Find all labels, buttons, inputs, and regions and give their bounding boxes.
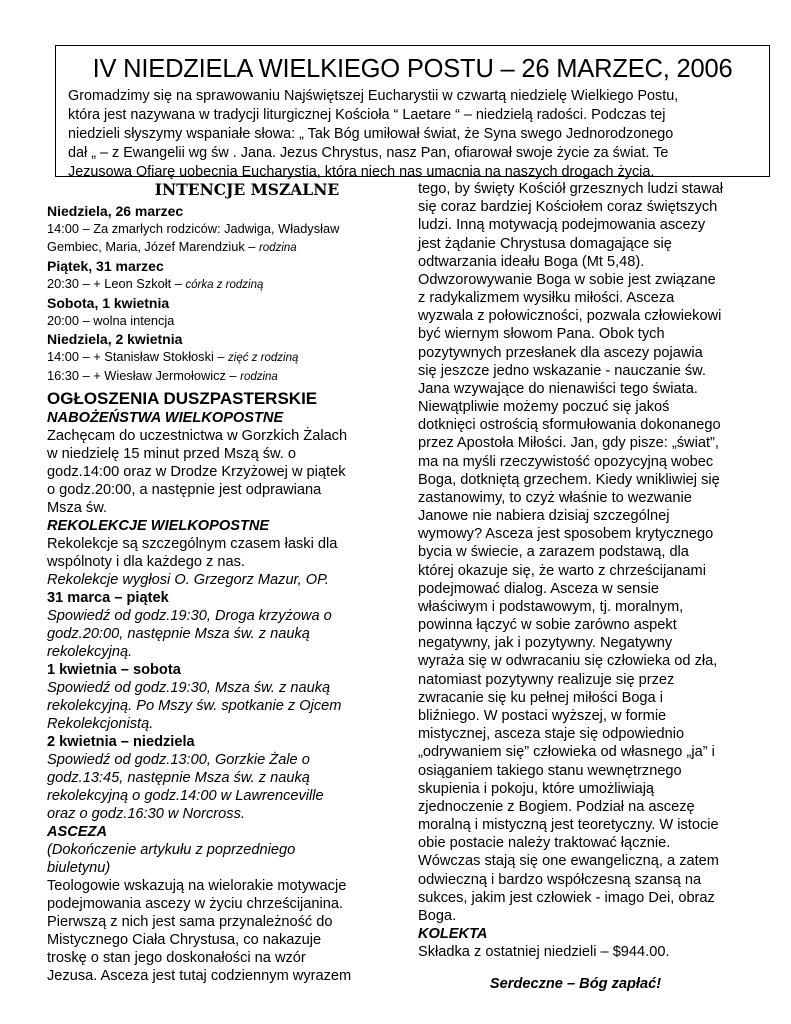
text-line: sukces, jakim jest człowiek - imago Dei, obraz	[418, 889, 715, 906]
text-line: rekolekcyjną o godz.14:00 w Lawrenceville	[47, 788, 324, 804]
text-line: dotknięci ostrością sformułowania dokonanego	[418, 417, 721, 434]
text-line: moralną i mistyczną jest teoretyczny. W istocie	[418, 817, 719, 834]
text-line: Mistycznego Ciała Chrystusa, co nakazuje	[47, 932, 322, 948]
text-line: godz.14:00 oraz w Drodze Krzyżowej w piątek	[47, 464, 346, 480]
text-line: osiąganiem takiego stanu wewnętrznego	[418, 762, 682, 779]
text-line: Odwzorowywanie Boga w sobie jest związane	[418, 271, 716, 288]
text-line: mistycznej, asceza staje się odpowiednio	[418, 726, 685, 743]
text-line: tego, by święty Kościół grzesznych ludzi stawał	[418, 181, 723, 197]
asceza-note-line: (Dokończenie artykułu z poprzedniego	[47, 842, 296, 858]
intencje-entry-note: zięć z rodziną	[228, 352, 299, 364]
text-line: godz.13:45, następnie Msza św. z nauką	[47, 770, 310, 786]
text-line: ludzi. Inną motywacją podejmowania ascezy	[418, 217, 706, 234]
text-line: „odrywaniem się” człowieka od własnego „ja” i	[418, 744, 715, 761]
intencje-entry-text: 14:00 – Za zmarłych rodziców: Jadwiga, Władysław	[47, 221, 340, 236]
intencje-entry-text: Gembiec, Maria, Józef Marendziuk –	[47, 239, 259, 254]
intencje-day: Niedziela, 2 kwietnia	[47, 331, 183, 347]
intencje-entry	[47, 348, 407, 367]
schedule-day: 2 kwietnia – niedziela	[47, 734, 195, 750]
intencje-entry-text: 20:30 – + Leon Szkołt –	[47, 276, 186, 291]
rekolekcje-heading: REKOLEKCJE WIELKOPOSTNE	[47, 518, 270, 534]
asceza-text-right	[418, 180, 753, 925]
text-line: skupienia i pokoju, które umożliwiają	[418, 780, 655, 797]
text-line: pozytywnych przesłanek dla ascezy pojawia	[418, 344, 703, 361]
asceza-heading: ASCEZA	[47, 824, 107, 840]
header-line: Jezusowa Ofiarę uobecnia Eucharystia, która niech nas umacnia na naszych drogach życia.	[68, 164, 655, 180]
header-line: niedzieli słyszymy wspaniałe słowa: „ Tak Bóg umiłował świat, że Syna swego Jednorodzonego	[68, 126, 674, 142]
rekolekcje-preacher: Rekolekcje wygłosi O. Grzegorz Mazur, OP.	[47, 572, 329, 588]
schedule-day: 1 kwietnia – sobota	[47, 662, 181, 678]
intencje-heading: INTENCJE MSZALNE	[154, 180, 340, 199]
nabozenstwa-heading: NABOŻEŃSTWA WIELKOPOSTNE	[47, 410, 284, 426]
text-line: Zachęcam do uczestnictwa w Gorzkich Żalach	[47, 428, 348, 444]
text-line: właściwym i podstawowym, tj. moralnym,	[418, 598, 684, 615]
text-line: Wówczas stają się one ewangeliczną, a zatem	[418, 853, 719, 870]
text-line: bliźniego. W postaci wyższej, w formie	[418, 707, 667, 724]
intencje-entry	[47, 220, 407, 238]
text-line: rekolekcyjną. Po Mszy św. spotkanie z Ojcem	[47, 698, 342, 714]
text-line: w niedzielę 15 minut przed Mszą św. o	[47, 446, 297, 462]
text-line: podejmować dialog. Asceza w sensie	[418, 580, 659, 597]
text-line: natomiast pozytywny realizuje się przez	[418, 671, 675, 688]
text-line: odtwarzania ideału Boga (Mt 5,48).	[418, 253, 645, 270]
rekolekcje-schedule	[47, 589, 407, 823]
text-line: Teologowie wskazują na wielorakie motywacje	[47, 878, 347, 894]
left-column	[47, 180, 407, 985]
text-line: się coraz bardziej Kościołem coraz świętszych	[418, 199, 718, 216]
text-line: podejmowania ascezy w życiu chrześcijanina.	[47, 896, 344, 912]
text-line: Pierwszą z nich jest sama przynależność do	[47, 914, 333, 930]
text-line: godz.20:00, następnie Msza św. z nauką	[47, 626, 310, 642]
text-line: jest żądanie Chrystusa domagające się	[418, 235, 672, 252]
intencje-day: Niedziela, 26 marzec	[47, 203, 184, 219]
text-line: wspólnoty i dla każdego z nas.	[47, 554, 245, 570]
intencje-entry-text: 14:00 – + Stanisław Stokłoski –	[47, 349, 229, 364]
text-line: Rekolekcje są szczególnym czasem łaski dla	[47, 536, 338, 552]
text-line: ma na myśli rzeczywistość opozycyjną wobec	[418, 453, 714, 470]
header-line: Gromadzimy się na sprawowaniu Najświętszej Eucharystii w czwartą niedzielę Wielkiego Postu,	[68, 88, 679, 104]
intencje-entry	[47, 312, 407, 330]
text-line: powinna łączyć w sobie zarówno aspekt	[418, 617, 677, 634]
intencje-entry-text: 20:00 – wolna intencja	[47, 313, 175, 328]
intencje-day: Sobota, 1 kwietnia	[47, 295, 170, 311]
kolekta-text: Składka z ostatniej niedzieli – $944.00.	[418, 944, 670, 961]
intencje-entry-note: córka z rodziną	[185, 279, 264, 291]
text-line: Spowiedź od godz.19:30, Msza św. z nauką	[47, 680, 331, 696]
page-title: IV NIEDZIELA WIELKIEGO POSTU – 26 MARZEC, 2006	[92, 55, 733, 83]
rekolekcje-text	[47, 535, 407, 589]
closing-blessing: Serdeczne – Bóg zapłać!	[489, 976, 662, 993]
text-line: wyraża się w odwracaniu się człowieka od zła,	[418, 653, 718, 670]
text-line: przez Apostoła Miłości. Jan, gdy pisze: „świat”,	[418, 435, 719, 452]
right-column	[418, 180, 753, 993]
text-line: której okazuje się, że warto z chrześcijanami	[418, 562, 706, 579]
header-line: która jest nazywana w tradycji liturgicznej Kościoła “ Laetare “ – niedzielą radości. Podczas tej	[68, 107, 666, 123]
text-line: Jana wzywające do nienawiści tego świata.	[418, 380, 698, 397]
text-line: bycia w świecie, a zarazem podstawą, dla	[418, 544, 689, 561]
header-line: dał „ – z Ewangelii wg św . Jana. Jezus Chrystus, nasz Pan, ofiarował swoje życie za świat. Te	[68, 145, 669, 161]
intencje-day: Piątek, 31 marzec	[47, 258, 164, 274]
text-line: odwieczną i bardzo współczesną szansą na	[418, 871, 702, 888]
text-line: być wiernym słowom Pana. Obok tych	[418, 326, 665, 343]
intencje-entry	[47, 275, 407, 294]
text-line: wymowy? Asceza jest sposobem krytycznego	[418, 526, 714, 543]
intencje-entry-note: rodzina	[258, 242, 297, 254]
text-line: troskę o stan jego doskonałości na wzór	[47, 950, 306, 966]
text-line: z radykalizmem wysiłku miłości. Asceza	[418, 290, 675, 307]
intencje-entry-note: rodzina	[240, 371, 278, 383]
text-line: Rekolekcjonistą.	[47, 716, 154, 732]
asceza-note-line: biuletynu)	[47, 860, 111, 876]
text-line: Janowe nie nabiera dzisiaj szczególnej	[418, 508, 670, 525]
asceza-text-left	[47, 841, 407, 985]
text-line: negatywny, jak i pozytywny. Negatywny	[418, 635, 673, 652]
header-intro	[68, 87, 757, 182]
intencje-entry	[47, 238, 407, 257]
text-line: Spowiedź od godz.13:00, Gorzkie Żale o	[47, 752, 310, 768]
kolekta-heading: KOLEKTA	[418, 926, 488, 943]
text-line: o godz.20:00, a następnie jest odprawiana	[47, 482, 322, 498]
text-line: oraz o godz.16:30 w Norcross.	[47, 806, 245, 822]
text-line: się jeszcze jedno wskazanie - nauczanie św.	[418, 362, 706, 379]
text-line: rekolekcyjną.	[47, 644, 133, 660]
text-line: zwracanie się ku pełnej miłości Boga i	[418, 689, 663, 706]
text-line: zjednoczenie z Bogiem. Podział na ascezę	[418, 798, 695, 815]
text-line: zastanowimy, to czyż właśnie to wezwanie	[418, 489, 692, 506]
text-line: wyzwala z połowiczności, pozwala człowiekowi	[418, 308, 722, 325]
text-line: obie postacie należy traktować łącznie.	[418, 835, 671, 852]
text-line: Boga.	[418, 907, 457, 924]
text-line: Niewątpliwie możemy poczuć się jakoś	[418, 399, 670, 416]
header-box	[55, 45, 770, 180]
text-line: Spowiedź od godz.19:30, Droga krzyżowa o	[47, 608, 332, 624]
ogloszenia-heading: OGŁOSZENIA DUSZPASTERSKIE	[47, 389, 318, 408]
text-line: Boga, dotkniętą grzechem. Kiedy wnikliwiej się	[418, 471, 720, 488]
intencje-entry	[47, 367, 407, 386]
schedule-day: 31 marca – piątek	[47, 590, 169, 606]
text-line: Msza św.	[47, 500, 108, 516]
nabozenstwa-text	[47, 427, 407, 517]
text-line: Jezusa. Asceza jest tutaj codziennym wyrazem	[47, 968, 352, 984]
intencje-entry-text: 16:30 – + Wiesław Jermołowicz –	[47, 368, 241, 383]
